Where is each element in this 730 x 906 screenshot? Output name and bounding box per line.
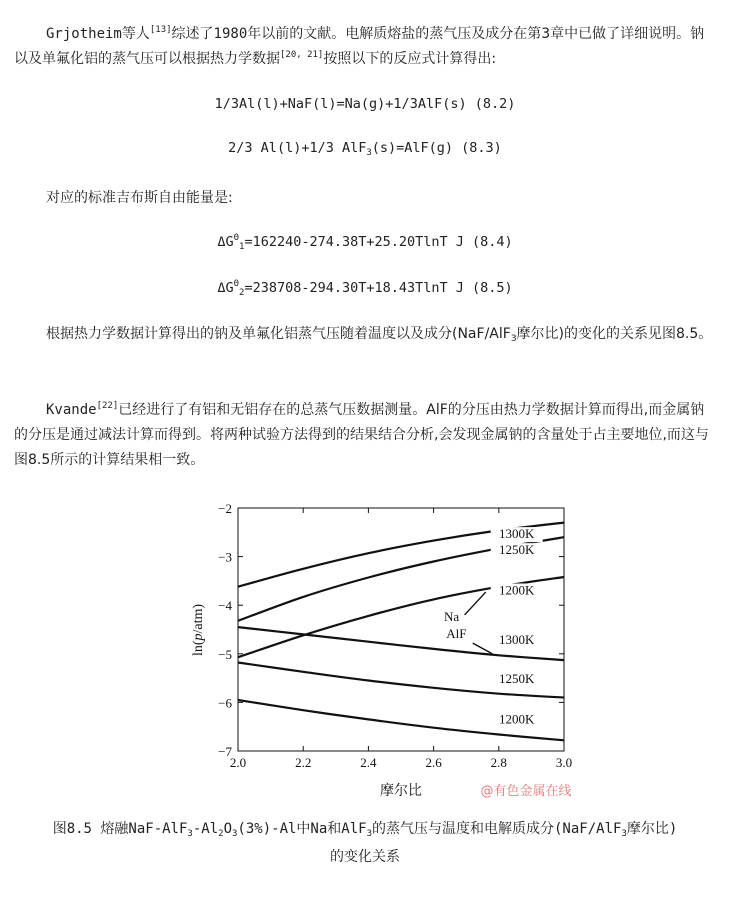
text-span: 摩尔比)的变化的关系见图8.5。 [516,326,713,342]
x-axis-label: 摩尔比 [380,783,422,799]
y-tick-label: −7 [218,744,232,759]
na-leader-line [465,592,486,615]
results-paragraph [14,322,716,347]
citation-ref: [22] [96,401,119,411]
text-span: 对应的标准吉布斯自由能量是: [46,190,233,206]
y-tick-label: −4 [218,598,232,614]
text-span: 根据热力学数据计算得出的钠及单氟化铝蒸气压随着温度以及成分(NaF/AlF [46,326,511,342]
y-tick-label: −6 [218,695,232,711]
series-label: 1250K [499,670,535,686]
alf-annotation: AlF [446,626,467,642]
x-tick-label: 2.0 [229,755,247,770]
series-label: 1250K [499,542,535,558]
x-tick-label: 2.4 [360,755,377,770]
superscript: Θ [233,279,240,289]
text-span: 等人 [121,26,150,42]
equation-text: (s)=AlF(g) (8.3) [371,140,502,156]
subscript: 2 [239,288,245,298]
text-span: 已经进行了有铝和无铝存在的总蒸气压数据测量。AlF的分压由热力学数据计算而得出,而金属钠的分压是通过减法计算而得到。将两种试验方法得到的结果结合分析,会发现金属钠的含量处于占主要地位,而这与图8.5所示的计算结果相一致。 [14,402,709,468]
y-tick-label: −3 [218,549,232,565]
y-axis-label: ln(p/atm) [191,603,206,657]
y-tick-label: −2 [218,501,232,516]
series-label: 1200K [499,582,535,598]
superscript: Θ [233,233,240,243]
x-tick-label: 2.6 [425,755,442,770]
x-tick-label: 2.2 [295,755,312,770]
subscript: 3 [187,829,193,839]
watermark: @有色金属在线 [480,784,572,799]
caption-text: 的变化关系 [330,849,400,865]
vapor-pressure-chart [180,496,580,806]
caption-text: 图8.5 熔融NaF-AlF [52,821,188,837]
caption-text: 的蒸气压与温度和电解质成分(NaF/AlF [372,821,622,837]
author-name: Grjotheim [46,26,122,42]
citation-ref: [20, 21] [280,50,324,60]
figure-caption [0,818,730,838]
figure-caption-line2 [0,846,730,866]
gibbs-intro-paragraph [14,186,716,211]
caption-text: -Al [192,821,219,837]
subscript: 2 [218,829,224,839]
series-label: 1200K [499,711,535,727]
author-name: Kvande [46,402,97,418]
text-span: 按照以下的反应式计算得出: [323,51,497,67]
year-number: 1980 [213,26,248,42]
na-annotation: Na [443,608,460,624]
equation-text: 1/3Al(l)+NaF(l)=Na(g)+1/3AlF(s) (8.2) [214,96,516,112]
caption-text: (3%)-Al中Na和AlF [237,821,367,837]
equation-text: =162240-274.38T+25.20TlnT J (8.4) [244,234,513,250]
equation-text: 2/3 Al(l)+1/3 AlF [228,140,367,156]
text-span: 综述了 [171,26,214,42]
subscript: 3 [621,829,627,839]
subscript: 3 [366,148,372,158]
y-tick-label: −5 [218,646,232,662]
x-tick-label: 2.8 [490,755,507,770]
subscript: 1 [239,242,245,252]
equation-8-4 [0,234,730,250]
caption-text: 摩尔比) [626,821,678,837]
subscript: 3 [510,334,517,344]
equation-text: ΔG [217,234,234,250]
intro-paragraph [14,22,716,72]
citation-ref: [13] [149,25,172,35]
caption-text: O [223,821,232,837]
subscript: 3 [366,829,372,839]
series-label: 1300K [499,632,535,648]
kvande-paragraph [14,398,716,473]
series-label: 1300K [499,526,535,542]
equation-8-3 [0,140,730,156]
equation-8-2 [0,96,730,112]
equation-8-5 [0,280,730,296]
chart-labels [218,501,572,770]
x-tick-label: 3.0 [555,755,573,770]
equation-text: =238708-294.30T+18.43TlnT J (8.5) [244,280,513,296]
text-span: 年以前的文献。电解质熔盐的蒸气压及成分在第3章中已做了详细说明。钠以及单氟化铝的蒸气压可以根据热力学数据 [14,26,705,67]
subscript: 3 [232,829,238,839]
equation-text: ΔG [217,280,234,296]
